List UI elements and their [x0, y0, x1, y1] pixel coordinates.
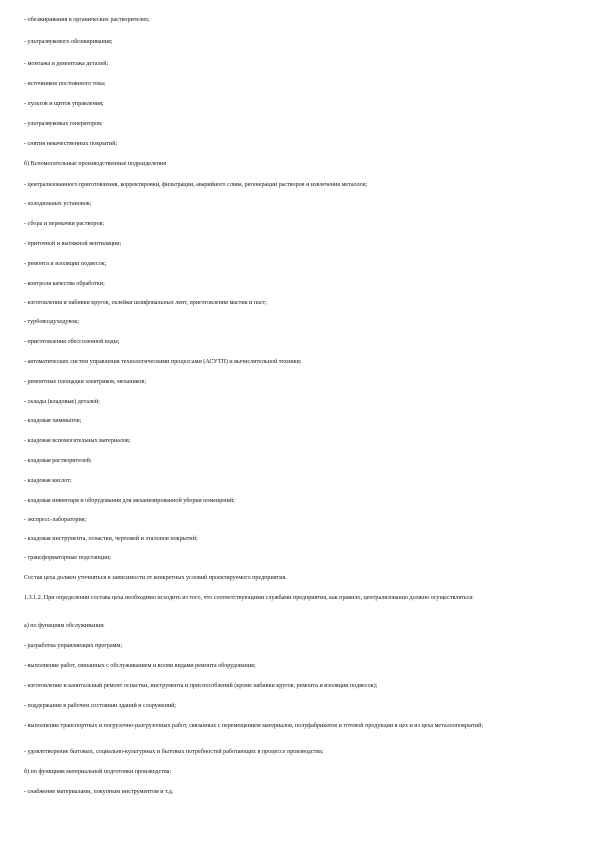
text-line: - кладовая химикатов; — [24, 418, 82, 424]
text-line: - централизованного приготовления, корректировки, фильтрации, аварийного слива, регенерации растворов и извлечения металлов; — [24, 182, 368, 188]
text-line: - контроля качества обработки; — [24, 281, 105, 287]
text-line: б) по функциям материальной подготовки производства: — [24, 769, 172, 775]
text-line: - ультразвуковых генераторов; — [24, 121, 103, 127]
text-line: - кладовая вспомогательных материалов; — [24, 438, 131, 444]
text-line: а) по функциям обслуживания: — [24, 623, 105, 629]
text-line: - снабжение материалами, покупным инструментом и т.д. — [24, 789, 174, 795]
paragraph: 1.3.1.2. При определении состава цеха необходимо исходить из того, что соответствующими службами предприятия, как правило, централизованно должно осуществляться: — [24, 595, 474, 601]
text-line: - автоматических систем управления технологическими процессами (АСУТП) и вычислительной техники; — [24, 359, 302, 365]
text-line: - разработка управляющих программ; — [24, 643, 123, 649]
text-line: - ремонта и изоляции подвесок; — [24, 261, 107, 267]
text-line: - поддержание в рабочем состоянии зданий и сооружений; — [24, 703, 177, 709]
text-line: - кладовая растворителей; — [24, 458, 92, 464]
text-line: - трансформаторные подстанции; — [24, 555, 111, 561]
text-line: - источников постоянного тока; — [24, 81, 106, 87]
text-line: - снятия некачественных покрытий; — [24, 141, 118, 147]
text-line: - выполнение работ, связанных с обслуживанием и всеми видами ремонта оборудования; — [24, 663, 256, 669]
text-line: - ультразвукового обезжиривания; — [24, 39, 113, 45]
section-heading: б) Вспомогательные производственные подразделения — [24, 161, 167, 167]
text-line: - сбора и перекачки растворов; — [24, 221, 105, 227]
text-line: - турбовоздуходувок; — [24, 319, 80, 325]
text-line: - склады (кладовые) деталей; — [24, 399, 100, 405]
text-line: - монтажа и демонтажа деталей; — [24, 61, 109, 67]
text-line: - пультов и щитов управления; — [24, 101, 104, 107]
text-line: - кладовая инвентаря и оборудования для механизированной уборки помещений; — [24, 498, 235, 504]
text-line: - кладовая кислот; — [24, 478, 72, 484]
text-line: - изготовление и капитальный ремонт оснастки, инструмента и приспособлений (кроме набивки кругов, ремонта и изоляции подвесок); — [24, 683, 378, 689]
text-line: - приточной и вытяжной вентиляции; — [24, 241, 122, 247]
text-line: - обезжиривания в органических растворителях; — [24, 17, 150, 23]
text-line: - удовлетворение бытовых, социально-культурных и бытовых потребностей работающих в процессе производства; — [24, 749, 324, 755]
text-line: - изготовления и набивки кругов, склейки шлифовальных лент, приготовления мастик и паст; — [24, 300, 267, 306]
text-line: - экспресс-лаборатория; — [24, 517, 87, 523]
text-line: - кладовая инструмента, оснастки, чертежей и эталонов покрытий; — [24, 536, 198, 542]
text-line: Состав цеха должен уточняться в зависимости от конкретных условий проектируемого предприятия. — [24, 575, 287, 581]
text-line: - приготовления обессоленной воды; — [24, 339, 120, 345]
paragraph: - выполнение транспортных и погрузочно-разгрузочных работ, связанных с перемещением материалов, полуфабрикатов и готовой продукции в цех и из цеха металлопокрытий; — [24, 723, 484, 729]
text-line: - ремонтные площадки электриков, механиков; — [24, 379, 147, 385]
text-line: - холодильных установок; — [24, 201, 92, 207]
